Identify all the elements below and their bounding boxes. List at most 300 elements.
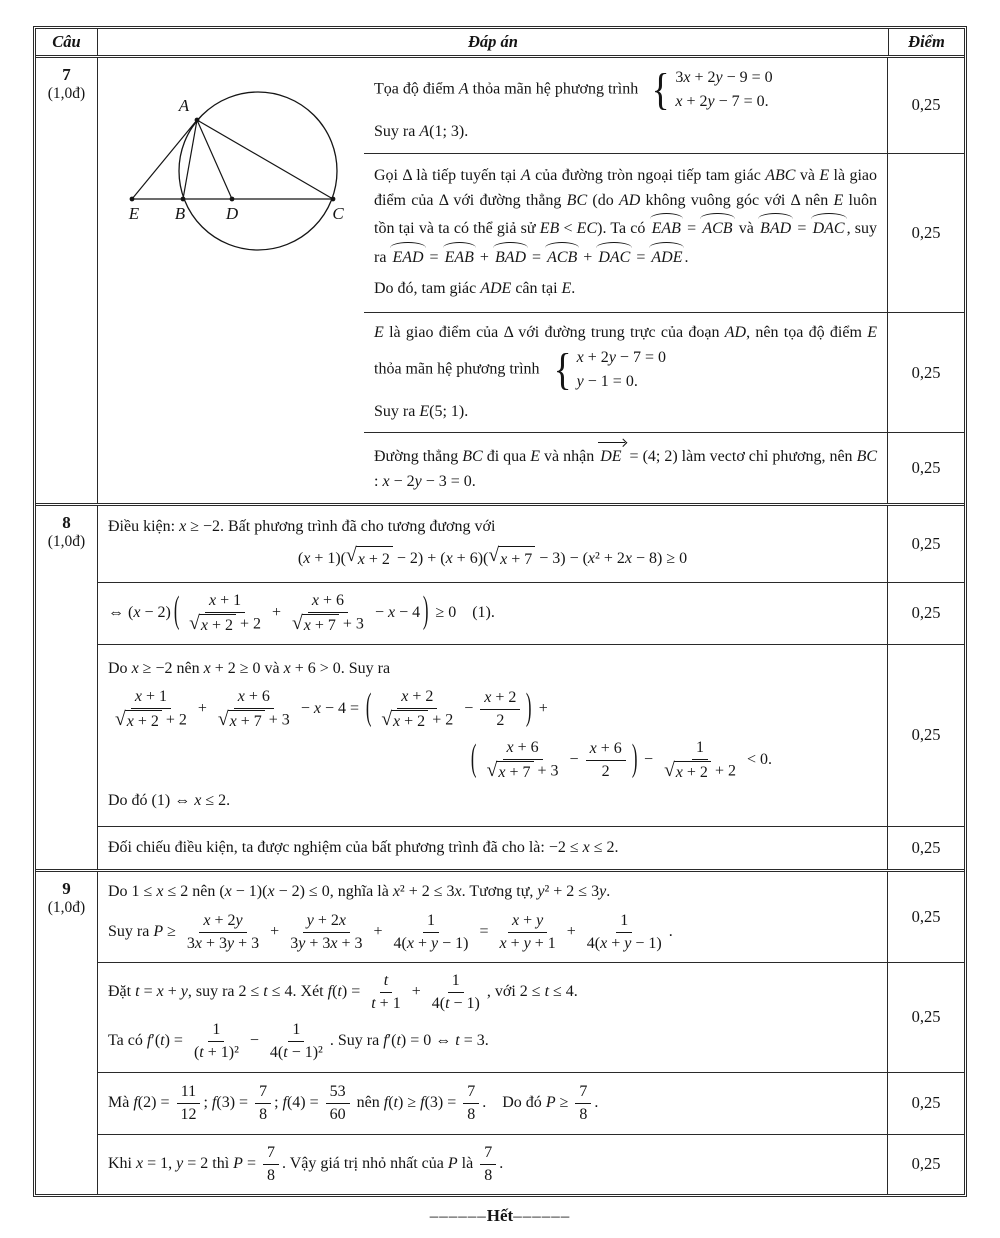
answer-cell [98,583,887,644]
answer-part [98,826,964,869]
column-header-answer: Đáp án [468,32,518,51]
radicand: x + 2 [125,710,162,732]
score-cell: 0,25 [887,827,964,869]
numerator: x + 2 [480,688,520,710]
label-A: A [178,96,190,115]
math-variable: x [126,713,134,731]
radicand: x + 7 [498,546,535,573]
answer-line: Suy ra A(1; 3). [374,123,469,140]
score-cell: 0,25 [887,154,964,312]
numerator: x + 6 [586,739,626,761]
math-variable: x [387,604,396,622]
math-variable: y [306,911,314,929]
numerator: 7 [463,1082,479,1104]
math-variable: t [160,1032,165,1050]
numerator: 7 [255,1082,271,1104]
answer-cell [98,827,887,869]
question-8-parts [98,506,964,869]
radicand: x + 2 [674,761,711,783]
angle-hat: BAD [758,213,793,242]
numerator: 7 [480,1143,496,1165]
denominator: √ x + 2 + 2 [664,760,736,782]
math-variable: AD [618,191,641,209]
radical-sign: √ [488,544,500,566]
close-paren: ) [422,591,429,632]
math-variable: y [298,934,306,952]
denominator: √ x + 2 + 2 [189,612,262,634]
equation-system [650,66,772,114]
math-variable: y [523,934,531,952]
math-variable: t [544,983,550,1001]
radicand: x + 2 [391,710,428,732]
math-variable: x [313,700,321,718]
equation-system [552,346,666,394]
math-variable: t [283,1044,288,1062]
math-variable: ADE [480,279,512,297]
radicand: x + 7 [496,761,533,783]
denominator: 8 [266,1166,275,1184]
label-C: C [332,204,344,223]
fraction [111,687,191,732]
math-variable: A [520,166,531,184]
math-variable: A [419,123,430,140]
open-paren: ( [173,591,180,632]
denominator: √ x + 7 + 3 [292,612,364,634]
math-variable: x [683,69,691,86]
point-B [181,197,186,202]
math-variable: x [267,882,275,900]
fraction [483,738,563,783]
answer-cell [98,1135,887,1194]
fraction [583,911,666,954]
fraction [575,1082,591,1125]
radicand: x + 7 [302,614,339,636]
answer-line: Suy ra P ≥ $\frac{x + 2y}{3x + 3y + 3}$ + $\frac{y + 2x}{3y + 3x + 3}$ + $\frac{1}{4(x + y - 1)}$ = $\frac{x + y}{x + y + 1}$ + $\frac{1}{4(x + y - 1)}$ . [108,911,673,952]
math-variable: x [445,550,453,568]
score-cell: 0,25 [887,872,964,962]
angle-hat: ADE [649,242,684,271]
fraction [326,1082,350,1125]
parenthesized-group: ( x + 1 √ x + 2 + 2 + x + 6 √ x + 7 + 3 − x − 4 ) [171,591,432,636]
denominator: 8 [467,1105,476,1123]
radical-sign: √ [346,544,357,566]
math-variable: x [582,838,590,856]
radical-sign: √ [664,760,675,782]
denominator: 60 [329,1105,346,1123]
math-variable: y [227,934,235,952]
denominator: 4(x + y − 1) [586,934,662,952]
math-variable: x [392,882,400,900]
label-B: B [174,204,186,223]
open-paren: ( [365,687,372,728]
math-variable: t [263,983,268,1001]
math-variable: x [406,934,414,952]
numerator: x + y [508,911,547,933]
math-variable: x [200,616,208,634]
math-variable: x [498,764,506,782]
question-8-number: 8 [62,512,71,532]
numerator [380,971,392,993]
math-variable: x [330,934,338,952]
answer-line: ( x + 6 √ x + 7 + 3 − $\frac{x + 6}{2}$ ) − 1 √ x + 2 + 2 < 0. [108,738,877,783]
angle-hat: EAD [390,242,425,271]
answer-part [364,312,964,433]
denominator: t + 1 [371,995,401,1013]
math-variable: y [180,983,188,1001]
math-variable: t [383,972,389,990]
math-variable: f [133,1093,138,1111]
math-variable: y [608,348,616,366]
footer-dashes: –––––– [513,1205,571,1225]
radical-sign: √ [381,709,393,731]
math-variable: x [454,882,462,900]
math-variable: t [135,983,140,1001]
radicand: x + 7 [228,710,265,732]
denominator: 4(x + y − 1) [393,934,469,952]
point-A [195,118,200,123]
answer-line: Khi x = 1, y = 2 thì P = $\frac{7}{8}$ . Vậy giá trị nhỏ nhất của P là $\frac{7}{8}$ . [108,1143,504,1184]
angle-hat: ACB [700,213,734,242]
fraction [185,591,265,636]
fraction [266,1020,327,1063]
answer-cell [364,154,887,312]
math-variable: E [561,279,572,297]
denominator: √ x + 2 + 2 [115,709,187,731]
numerator: 1 [692,738,708,760]
numerator: x + 6 [503,738,543,760]
denominator: 2 [601,763,610,781]
document-footer [33,1197,967,1228]
math-variable: y [176,1154,184,1172]
score-cell: 0,25 [887,433,964,503]
math-variable: E [833,191,844,209]
math-variable: f [282,1093,287,1111]
math-variable: x [512,911,520,929]
math-variable: x [203,659,211,677]
fraction [390,911,473,954]
square-root [115,710,162,732]
question-8-weight: (1,0đ) [47,532,86,550]
math-variable: x [600,934,608,952]
math-variable: BC [462,448,483,466]
close-paren: ) [526,687,532,728]
answer-line: Đường thẳng BC đi qua E và nhận DE = (4; 2) làm vectơ chỉ phương, nên BC : x − 2y − 3 = 0. [374,441,877,495]
radicand: x + 2 [199,614,236,636]
numerator: 1 [423,911,439,933]
numerator: 1 [616,911,632,933]
math-variable: EB [539,220,560,238]
denominator: 4(t − 1) [431,995,480,1013]
square-root [488,546,535,573]
math-variable: x [194,934,202,952]
math-variable: t [371,995,376,1013]
math-variable: x [237,688,245,706]
math-variable: AD [724,323,747,341]
fraction [660,738,740,783]
answer-cell [364,313,887,433]
math-variable: x [499,934,507,952]
numerator: 1 [288,1020,304,1042]
question-9-body [98,872,964,1194]
math-variable: x [209,591,217,609]
numerator: x + 1 [205,591,245,613]
question-7-row [36,58,964,503]
question-7-body [98,58,964,503]
denominator: (t + 1)² [193,1044,239,1062]
math-variable: P [447,1154,458,1172]
fraction [286,911,366,954]
denominator: 2 [496,712,505,730]
math-variable: x [229,713,237,731]
question-8-row [36,503,964,869]
math-variable: x [134,688,142,706]
numerator: 11 [177,1082,200,1104]
answer-cell [364,433,887,503]
math-variable: y [414,473,422,491]
fraction [428,971,484,1014]
fraction [480,688,520,731]
answer-part [98,506,964,582]
fraction [377,687,457,732]
system-brace: { [651,65,670,115]
denominator: √ x + 7 + 3 [217,709,290,731]
denominator: 8 [259,1105,268,1123]
answer-part [98,644,964,826]
square-root [346,546,393,573]
math-variable: E [819,166,830,184]
answer-line: Đối chiếu điều kiện, ta được nghiệm của bất phương trình đã cho là: −2 ≤ x ≤ 2. [108,838,619,856]
numerator: 1 [448,971,464,993]
question-7-number: 7 [62,65,71,84]
math-variable: x [484,689,492,707]
answer-part [98,872,964,962]
radical-sign: √ [292,612,303,634]
radical-sign: √ [217,709,229,731]
question-9-row [36,869,964,1194]
math-variable: P [153,922,164,940]
question-8-body [98,506,964,869]
fraction [263,1143,279,1186]
numerator: 7 [575,1082,591,1104]
math-variable: E [419,402,430,420]
score-cell: 0,25 [887,506,964,582]
point-C [331,197,336,202]
math-variable: f [327,983,333,1001]
math-variable: x [393,713,401,731]
math-variable: x [131,659,139,677]
math-variable: y [537,882,545,900]
answer-part [98,1072,964,1134]
math-variable: x [303,550,311,568]
math-variable: y [576,372,584,390]
fraction [463,1082,479,1125]
math-variable: x [283,659,291,677]
fraction [183,911,263,954]
close-paren: ) [631,738,638,779]
math-variable: x [675,93,683,110]
answer-part [98,962,964,1072]
math-variable: x [624,550,632,568]
footer-dashes: –––––– [429,1205,487,1225]
answer-line: Đặt t = x + y, suy ra 2 ≤ t ≤ 4. Xét f(t) = $\frac{t}{t + 1}$ + $\frac{1}{4(t - 1)}$ , với 2 ≤ t ≤ 4. [108,972,578,1013]
fraction [480,1143,496,1186]
answer-line: Do 1 ≤ x ≤ 2 nên (x − 1)(x − 2) ≤ 0, nghĩa là x² + 2 ≤ 3x. Tương tự, y² + 2 ≤ 3y. [108,882,611,900]
math-variable: f [383,1032,388,1050]
answer-line: (x + 1)( √ x + 2 − 2) + (x + 6)( √ x + 7 − 3) − (x² + 2x − 8) ≥ 0 [108,546,877,573]
system-equation: x + 2y − 7 = 0 [576,348,666,366]
parenthesized-group: ( x + 6 √ x + 7 + 3 − $\frac{x + 6}{2}$ ) [468,738,640,783]
point-D [230,197,235,202]
denominator: √ x + 2 + 2 [381,709,454,731]
answer-part [98,582,964,644]
math-variable: t [455,1032,460,1050]
square-root [189,614,236,636]
math-variable: x [589,740,597,758]
vector-arrow: DE [598,441,625,470]
angle-hat: DAC [811,213,847,242]
system-equation: 3x + 2y − 9 = 0 [675,69,773,86]
parenthesized-group: ( x + 2 √ x + 2 + 2 − $\frac{x + 2}{2}$ ) [363,687,535,732]
answer-line: Gọi Δ là tiếp tuyến tại A của đường tròn ngoại tiếp tam giác ABC và E là giao điểm của Δ với đường thẳng BC (do AD không vuông góc với Δ nên E luôn tồn tại và ta có thể giả sử EB < EC). Ta có EAB = ACB và BAD = DAC , suy ra EAD = EAB + BAD = ACB + DAC = ADE . [374,164,877,271]
math-variable: x [506,739,514,757]
math-variable: y [430,934,439,952]
question-7-cell [36,58,98,503]
math-variable: x [224,882,232,900]
geometry-figure-cell [98,58,364,503]
answer-cell [364,58,887,153]
square-root [664,761,711,783]
answer-table [33,26,967,1197]
fraction [367,971,404,1014]
system-equation: y − 1 = 0. [576,372,638,390]
math-variable: x [500,550,508,568]
answer-line: ⇔ (x − 2) ( x + 1 √ x + 2 + 2 + x + 6 √ x + 7 + 3 − x − 4 ) ≥ 0 (1). [108,591,877,636]
line-AD [197,120,232,199]
math-variable: y [624,934,632,952]
square-root [218,710,265,732]
math-variable: x [401,688,409,706]
footer-end-label: Hết [486,1205,514,1225]
question-9-cell [36,872,98,1194]
denominator: x + y + 1 [499,934,556,952]
answer-part [364,58,964,153]
math-variable: f [420,1093,425,1111]
answer-cell [98,1073,887,1134]
math-variable: E [530,448,541,466]
angle-hat: EAB [443,242,476,271]
answer-line: Do đó (1) ⇔ x ≤ 2. [108,792,231,810]
math-variable: x [133,604,141,622]
math-variable: BC [566,191,588,209]
question-7-weight: (1,0đ) [47,85,86,102]
denominator: 8 [579,1105,588,1123]
radical-sign: √ [189,612,200,634]
numerator: 1 [208,1020,224,1042]
label-E: E [128,204,140,223]
math-variable: x [357,550,365,568]
math-variable: x [338,911,346,929]
answer-line: Ta có f′(t) = $\frac{1}{\text{(t + 1)²}}$ − $\frac{1}{\text{4(t − 1)²}}$ . Suy ra f′(t) = 0 ⇔ t = 3. [108,1021,489,1062]
math-variable: x [194,792,202,810]
denominator: 3x + 3y + 3 [186,934,260,952]
math-variable: A [458,80,469,98]
math-variable: f [211,1093,217,1111]
answer-cell [98,872,887,962]
answer-line: x + 1 √ x + 2 + 2 + x + 6 √ x + 7 + 3 − x − 4 = ( x + 2 √ x + 2 + 2 − $\frac{x + 2}{2}$ ) + [108,687,877,732]
math-variable: t [393,1093,398,1111]
question-9-number: 9 [62,878,71,898]
math-variable: y [707,93,715,110]
square-root [487,761,534,783]
numerator: x + 2y [199,911,246,933]
column-header-question: Câu [36,29,98,55]
answer-cell [98,963,887,1072]
math-variable: P [545,1093,556,1111]
numerator: x + 6 [234,687,274,709]
radicand: x + 2 [356,546,393,573]
math-variable: x [382,473,390,491]
answer-line: Suy ra E(5; 1). [374,402,469,420]
score-cell: 0,25 [887,645,964,826]
answer-part [364,432,964,503]
math-variable: P [233,1154,243,1172]
score-cell: 0,25 [887,583,964,644]
math-variable: y [599,882,607,900]
point-E [130,197,135,202]
fraction [288,591,368,636]
math-variable: t [199,1044,204,1062]
answer-cell [98,645,887,826]
fraction [495,911,559,954]
denominator: √ x + 7 + 3 [486,760,559,782]
score-cell: 0,25 [887,963,964,1072]
math-variable: x [311,591,320,609]
system-equation: x + 2y − 7 = 0. [675,93,769,110]
math-variable: t [445,995,450,1013]
denominator: 8 [484,1166,493,1184]
numerator: x + 6 [308,591,348,613]
denominator: 3y + 3x + 3 [290,934,363,952]
math-variable: x [136,1154,144,1172]
question-7-parts [364,58,964,503]
label-D: D [225,204,239,223]
numerator: x + 1 [131,687,171,709]
math-variable: t [396,1032,401,1050]
system-brace: { [553,344,572,394]
math-variable: t [337,983,342,1001]
score-cell: 0,25 [887,1135,964,1194]
column-header-score: Điểm [888,29,964,55]
math-variable: y [715,69,723,86]
radical-sign: √ [115,709,126,731]
square-root [381,710,428,732]
answer-line: Do đó, tam giác ADE cân tại E. [374,279,576,297]
numerator: y + 2x [303,911,350,933]
denominator: 4(t − 1)² [269,1044,323,1062]
math-variable: f [146,1032,152,1050]
answer-line: Điều kiện: x ≥ −2. Bất phương trình đã cho tương đương với [108,518,496,536]
math-variable: x [675,764,683,782]
denominator: 12 [180,1105,197,1123]
math-variable: ABC [765,166,796,184]
line-AC [197,120,333,199]
math-variable: x [179,518,187,536]
table-header-row [36,29,964,58]
question-8-cell [36,506,98,869]
angle-hat: BAD [493,242,528,271]
fraction [586,739,626,782]
answer-part [364,153,964,312]
